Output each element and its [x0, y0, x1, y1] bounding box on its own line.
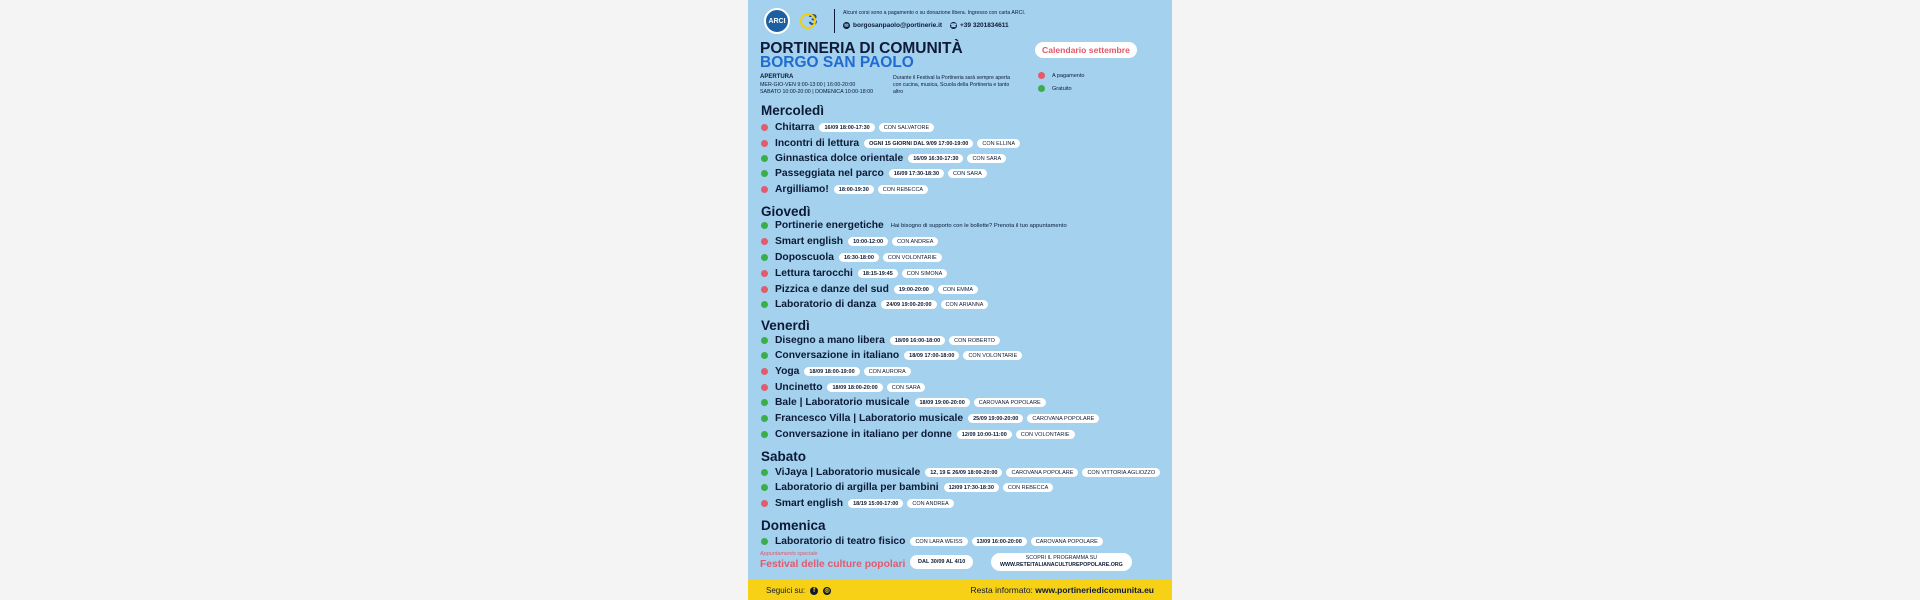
time-pill: 18/09 16:00-18:00	[890, 336, 945, 345]
activity-title: Conversazione in italiano	[775, 350, 900, 361]
day-heading: Mercoledì	[761, 103, 825, 118]
informed-label: Resta informato:	[970, 585, 1033, 595]
host-pill: CON EMMA	[938, 285, 978, 294]
time-pill: 25/09 19:00-20:00	[968, 414, 1023, 423]
activity-row	[761, 219, 1067, 232]
legend	[1038, 69, 1084, 95]
time-pill: 13/09 16:00-20:00	[972, 537, 1027, 546]
activity-row	[761, 152, 1010, 165]
time-pill: OGNI 15 GIORNI DAL 9/09 17:00-19:00	[864, 139, 973, 148]
activity-title: Conversazione in italiano per donne	[775, 429, 952, 440]
activity-title: Passeggiata nel parco	[775, 168, 884, 179]
paid-dot-icon	[761, 270, 768, 277]
phone-icon: ☎	[950, 22, 957, 29]
red-dot-icon	[1038, 72, 1045, 79]
paid-dot-icon	[761, 500, 768, 507]
activity-row	[761, 267, 951, 280]
header-divider	[834, 9, 835, 33]
time-pill: 16/09 16:30-17:30	[908, 154, 963, 163]
calendar-badge: Calendario settembre	[1035, 42, 1137, 58]
phone-text: +39 3201834611	[960, 22, 1009, 29]
activity-title: ViJaya | Laboratorio musicale	[775, 467, 921, 478]
paid-dot-icon	[761, 384, 768, 391]
activity-row	[761, 497, 958, 510]
activity-title: Laboratorio di teatro fisico	[775, 536, 906, 547]
activity-row	[761, 298, 992, 311]
time-pill: 24/09 19:00-20:00	[881, 300, 936, 309]
time-pill: 18:00-19:30	[834, 185, 874, 194]
partner-logo-number: 3	[808, 12, 818, 29]
time-pill: 12, 19 E 26/09 18:00-20:00	[925, 468, 1002, 477]
time-pill: 18/09 18:00-19:00	[804, 367, 859, 376]
activity-row	[761, 481, 1057, 494]
activity-row	[761, 381, 929, 394]
time-pill: 12/09 10:00-11:00	[957, 430, 1012, 439]
activity-title: Smart english	[775, 236, 844, 247]
free-dot-icon	[761, 301, 768, 308]
free-dot-icon	[761, 399, 768, 406]
footer-bar	[748, 580, 1172, 600]
time-pill: 12/09 17:30-18:30	[944, 483, 999, 492]
legend-paid	[1038, 69, 1084, 82]
host-pill: CON VITTORIA AGLIOZZO	[1082, 468, 1160, 477]
activity-row	[761, 167, 991, 180]
festival-title: Festival delle culture popolari	[760, 559, 906, 570]
phone-contact[interactable]	[950, 22, 1009, 29]
time-pill: 18:15-19:45	[858, 269, 898, 278]
activity-row	[761, 396, 1050, 409]
activity-title: Argilliamo!	[775, 184, 829, 195]
logo-ring-icon	[800, 13, 816, 29]
activity-row	[761, 535, 1107, 548]
arci-logo: ARCI	[764, 8, 790, 34]
festival-dates: DAL 30/09 AL 4/10	[910, 555, 973, 569]
paid-dot-icon	[761, 286, 768, 293]
activity-row	[761, 283, 982, 296]
paid-dot-icon	[761, 124, 768, 131]
event-flyer	[748, 0, 1172, 600]
activity-title: Uncinetto	[775, 382, 823, 393]
activity-row	[761, 466, 1164, 479]
activity-title: Incontri di lettura	[775, 138, 860, 149]
activity-row	[761, 251, 946, 264]
host-pill: CAROVANA POPOLARE	[1006, 468, 1078, 477]
program-link[interactable]	[991, 553, 1132, 571]
free-dot-icon	[761, 469, 768, 476]
host-pill: CON REBECCA	[1003, 483, 1053, 492]
time-pill: 18/19 15:00-17:00	[848, 499, 903, 508]
host-pill: CON ROBERTO	[949, 336, 1000, 345]
free-dot-icon	[761, 254, 768, 261]
activity-title: Yoga	[775, 366, 800, 377]
free-dot-icon	[761, 538, 768, 545]
free-dot-icon	[761, 484, 768, 491]
day-heading: Venerdì	[761, 318, 810, 333]
activity-row	[761, 235, 942, 248]
host-pill: CON SARA	[887, 383, 926, 392]
free-dot-icon	[761, 155, 768, 162]
free-dot-icon	[761, 415, 768, 422]
website-link[interactable]: www.portineriedicomunita.eu	[1035, 585, 1154, 595]
paid-dot-icon	[761, 238, 768, 245]
activity-row	[761, 334, 1004, 347]
host-pill: CAROVANA POPOLARE	[974, 398, 1046, 407]
host-pill: CON ANDREA	[892, 237, 938, 246]
time-pill: 18/09 18:00-20:00	[827, 383, 882, 392]
host-pill: CON VOLONTARIE	[883, 253, 942, 262]
host-pill: CON REBECCA	[878, 185, 928, 194]
activity-row	[761, 349, 1026, 362]
host-pill: CON LARA WEISS	[910, 537, 967, 546]
activity-row	[761, 412, 1103, 425]
day-heading: Domenica	[761, 518, 826, 533]
free-dot-icon	[761, 337, 768, 344]
paid-dot-icon	[761, 140, 768, 147]
host-pill: CAROVANA POPOLARE	[1031, 537, 1103, 546]
legend-free	[1038, 82, 1084, 95]
host-pill: CON ANDREA	[907, 499, 953, 508]
activity-row	[761, 365, 915, 378]
activity-title: Laboratorio di danza	[775, 299, 877, 310]
opening-hours	[760, 82, 873, 96]
time-pill: 16/09 18:00-17:30	[819, 123, 874, 132]
email-contact[interactable]	[843, 22, 942, 29]
flyer-header	[764, 7, 1164, 35]
festival-note: Durante il Festival la Portineria sarà sempre aperta con cucina, musica, Scuola della Portineria e tanto altro	[893, 75, 1011, 95]
host-pill: CON SARA	[967, 154, 1006, 163]
time-pill: 19:00-20:00	[894, 285, 934, 294]
follow-us	[766, 586, 831, 595]
host-pill: CON SALVATORE	[879, 123, 934, 132]
activity-title: Portinerie energetiche	[775, 220, 884, 231]
special-label: Appuntamento speciale	[760, 551, 818, 557]
activity-row	[761, 183, 932, 196]
host-pill: CON VOLONTARIE	[1016, 430, 1075, 439]
program-url: WWW.RETEITALIANACULTUREPOPOLARE.ORG	[1000, 562, 1123, 568]
host-pill: CAROVANA POPOLARE	[1027, 414, 1099, 423]
partner-logo	[798, 7, 828, 35]
facebook-icon[interactable]: f	[810, 587, 818, 595]
stay-informed	[971, 585, 1154, 595]
day-heading: Sabato	[761, 449, 807, 464]
page-subtitle: BORGO SAN PAOLO	[760, 54, 914, 71]
program-label: SCOPRI IL PROGRAMMA SU	[1025, 555, 1098, 561]
time-pill: 10:00-12:00	[848, 237, 888, 246]
activity-note: Hai bisogno di supporto con le bollette? Prenota il tuo appuntamento	[890, 222, 1067, 229]
free-dot-icon	[761, 222, 768, 229]
legend-free-label: Gratuito	[1052, 85, 1072, 92]
green-dot-icon	[1038, 85, 1045, 92]
free-dot-icon	[761, 170, 768, 177]
activity-title: Pizzica e danze del sud	[775, 284, 889, 295]
paid-dot-icon	[761, 368, 768, 375]
follow-label: Seguici su:	[766, 586, 806, 595]
time-pill: 16:30-18:00	[839, 253, 879, 262]
legend-paid-label: A pagamento	[1052, 72, 1085, 79]
opening-hours-weekdays: MER-GIO-VEN 9:00-13:00 | 16:00-20:00	[760, 82, 856, 88]
opening-hours-weekend: SABATO 10:00-20:00 | DOMENICA 10:00-18:00	[760, 89, 874, 95]
host-pill: CON SARA	[948, 169, 987, 178]
host-pill: CON AURORA	[864, 367, 911, 376]
activity-row	[761, 121, 938, 134]
host-pill: CON ELLINA	[977, 139, 1020, 148]
time-pill: 18/09 17:00-18:00	[904, 351, 959, 360]
free-dot-icon	[761, 431, 768, 438]
email-text: borgosanpaolo@portinerie.it	[853, 22, 943, 29]
paid-dot-icon	[761, 186, 768, 193]
payment-note: Alcuni corsi sono a pagamento o su donazione libera. Ingresso con carta ARCI.	[843, 10, 1026, 16]
email-icon: ✉	[844, 22, 849, 29]
activity-title: Laboratorio di argilla per bambini	[775, 482, 939, 493]
host-pill: CON SIMONA	[902, 269, 947, 278]
page-title: PORTINERIA DI COMUNITÀ	[760, 40, 963, 57]
activity-title: Doposcuola	[775, 252, 834, 263]
activity-title: Bale | Laboratorio musicale	[775, 397, 910, 408]
activity-row	[761, 137, 1024, 150]
activity-title: Chitarra	[775, 122, 815, 133]
instagram-icon[interactable]: ◎	[824, 588, 830, 594]
activity-title: Lettura tarocchi	[775, 268, 853, 279]
host-pill: CON ARIANNA	[941, 300, 989, 309]
activity-title: Smart english	[775, 498, 844, 509]
time-pill: 18/09 19:00-20:00	[915, 398, 970, 407]
free-dot-icon	[761, 352, 768, 359]
activity-title: Ginnastica dolce orientale	[775, 153, 904, 164]
activity-title: Francesco Villa | Laboratorio musicale	[775, 413, 964, 424]
day-heading: Giovedì	[761, 204, 811, 219]
time-pill: 16/09 17:30-18:30	[889, 169, 944, 178]
opening-heading: APERTURA	[760, 74, 794, 80]
host-pill: CON VOLONTARIE	[963, 351, 1022, 360]
activity-title: Disegno a mano libera	[775, 335, 885, 346]
activity-row	[761, 428, 1079, 441]
